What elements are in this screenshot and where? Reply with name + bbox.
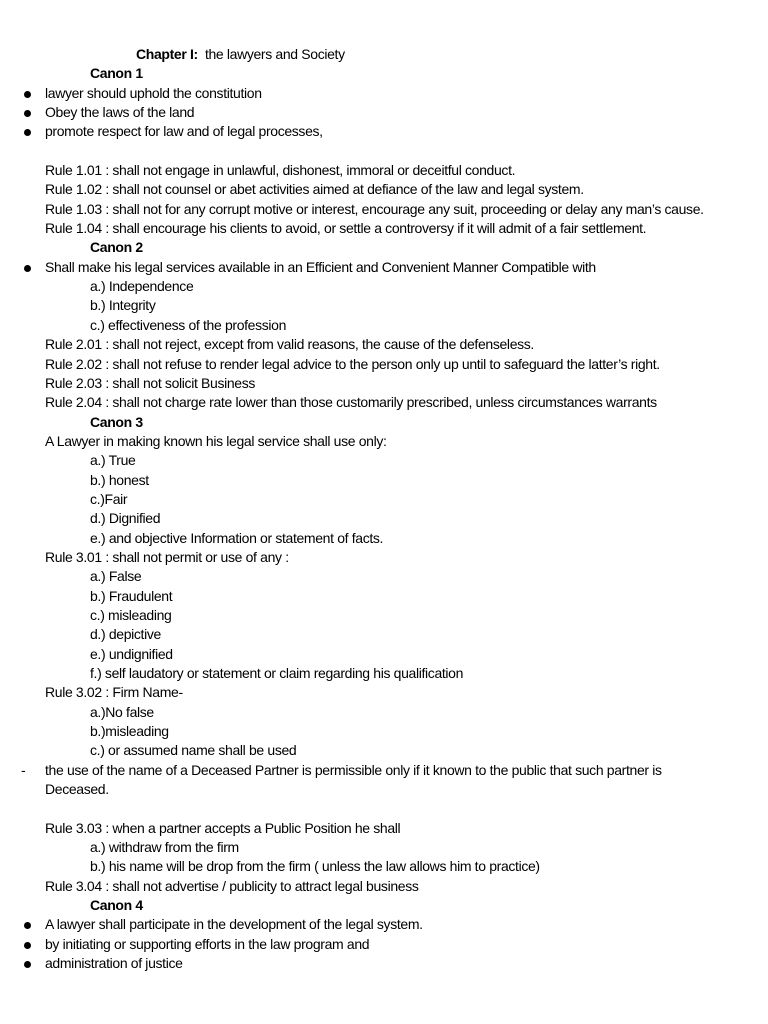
rule-line: [0, 161, 768, 180]
line-text: Canon 4: [90, 897, 143, 914]
sub-item: [0, 606, 768, 625]
line-text: Rule 2.04 : shall not charge rate lower than those customarily prescribed, unless circumstances warrants: [45, 394, 657, 411]
line-text: a.)No false: [90, 703, 154, 720]
line-text: A lawyer shall participate in the development of the legal system.: [45, 916, 423, 933]
sub-item: [0, 296, 768, 315]
bullet-icon: [24, 265, 31, 272]
bullet-icon: [24, 922, 31, 929]
bullet-icon: [24, 129, 31, 136]
sub-item: [0, 529, 768, 548]
bullet-item: [0, 84, 768, 103]
sub-item: [0, 664, 768, 683]
blank-line: [0, 799, 768, 818]
line-text: Rule 1.03 : shall not for any corrupt motive or interest, encourage any suit, proceeding or delay any man’s cause.: [45, 200, 704, 217]
line-text: Shall make his legal services available in an Efficient and Convenient Manner Compatible with: [45, 258, 596, 275]
line-text: Canon 3: [90, 413, 143, 430]
sub-item: [0, 645, 768, 664]
line-text: e.) undignified: [90, 645, 173, 662]
canon-heading: [0, 238, 768, 257]
chapter-title: [0, 45, 768, 64]
line-text: Rule 2.03 : shall not solicit Business: [45, 374, 256, 391]
bullet-item: [0, 954, 768, 973]
line-text: c.) effectiveness of the profession: [90, 316, 287, 333]
bullet-icon: [24, 961, 31, 968]
line-text: lawyer should uphold the constitution: [45, 84, 262, 101]
line-text: Rule 3.04 : shall not advertise / publicity to attract legal business: [45, 877, 419, 894]
line-text: b.) Integrity: [90, 297, 156, 314]
line-text: Rule 2.02 : shall not refuse to render legal advice to the person only up until to safeguard the latter’s right.: [45, 355, 660, 372]
line-text: b.) his name will be drop from the firm ( unless the law allows him to practice): [90, 858, 540, 875]
chapter-subject: the lawyers and Society: [204, 46, 345, 62]
line-text: Canon 2: [90, 239, 143, 256]
bullet-item: [0, 122, 768, 141]
line-text: Rule 3.01 : shall not permit or use of any :: [45, 548, 289, 565]
sub-item: [0, 451, 768, 470]
canon-heading: [0, 64, 768, 83]
sub-item: [0, 857, 768, 876]
line-text: a.) True: [90, 452, 136, 469]
dash-item: [0, 761, 768, 800]
chapter-label: Chapter I:: [136, 46, 198, 62]
rule-line: [0, 432, 768, 451]
bullet-item: [0, 935, 768, 954]
bullet-icon: [24, 942, 31, 949]
rule-line: [0, 683, 768, 702]
line-text: Rule 1.01 : shall not engage in unlawful, dishonest, immoral or deceitful conduct.: [45, 162, 516, 179]
line-text: e.) and objective Information or statement of facts.: [90, 529, 384, 546]
bullet-icon: [24, 91, 31, 98]
line-text: b.) honest: [90, 471, 149, 488]
rule-line: [0, 200, 768, 219]
rule-line: [0, 335, 768, 354]
line-text: a.) Independence: [90, 278, 194, 295]
sub-item: [0, 471, 768, 490]
line-text: c.) misleading: [90, 606, 172, 623]
line-text: Rule 1.04 : shall encourage his clients to avoid, or settle a controversy if it will admit of a fair settlement.: [45, 220, 647, 237]
line-text: the use of the name of a Deceased Partner is permissible only if it known to the public that such partner is Deceased.: [45, 761, 662, 798]
line-text: Rule 2.01 : shall not reject, except from valid reasons, the cause of the defenseless.: [45, 336, 534, 353]
document-body: [0, 64, 768, 973]
rule-line: [0, 219, 768, 238]
sub-item: [0, 625, 768, 644]
sub-item: [0, 490, 768, 509]
line-text: a.) withdraw from the firm: [90, 839, 239, 856]
bullet-icon: [24, 110, 31, 117]
blank-line: [0, 142, 768, 161]
line-text: promote respect for law and of legal processes,: [45, 123, 323, 140]
line-text: A Lawyer in making known his legal service shall use only:: [45, 432, 387, 449]
rule-line: [0, 180, 768, 199]
sub-item: [0, 703, 768, 722]
rule-line: [0, 819, 768, 838]
line-text: c.)Fair: [90, 490, 128, 507]
line-text: Obey the laws of the land: [45, 104, 195, 121]
bullet-item: [0, 103, 768, 122]
document-page: [0, 45, 768, 974]
line-text: d.) Dignified: [90, 510, 161, 527]
line-text: a.) False: [90, 568, 142, 585]
dash-marker: -: [21, 761, 26, 778]
line-text: f.) self laudatory or statement or claim regarding his qualification: [90, 665, 464, 681]
rule-line: [0, 548, 768, 567]
line-text: Rule 1.02 : shall not counsel or abet activities aimed at defiance of the law and legal system.: [45, 181, 584, 198]
line-text: Rule 3.02 : Firm Name-: [45, 684, 183, 701]
rule-line: [0, 877, 768, 896]
canon-heading: [0, 413, 768, 432]
line-text: administration of justice: [45, 955, 183, 972]
line-text: b.)misleading: [90, 723, 169, 740]
bullet-item: [0, 915, 768, 934]
sub-item: [0, 838, 768, 857]
sub-item: [0, 509, 768, 528]
line-text: b.) Fraudulent: [90, 587, 173, 604]
sub-item: [0, 741, 768, 760]
sub-item: [0, 277, 768, 296]
canon-heading: [0, 896, 768, 915]
line-text: d.) depictive: [90, 626, 161, 643]
line-text: c.) or assumed name shall be used: [90, 742, 297, 759]
line-text: Rule 3.03 : when a partner accepts a Public Position he shall: [45, 819, 401, 836]
line-text: Canon 1: [90, 65, 143, 82]
sub-item: [0, 316, 768, 335]
sub-item: [0, 587, 768, 606]
rule-line: [0, 355, 768, 374]
bullet-item: [0, 258, 768, 277]
line-text: by initiating or supporting efforts in the law program and: [45, 935, 370, 952]
rule-line: [0, 393, 768, 412]
sub-item: [0, 722, 768, 741]
rule-line: [0, 374, 768, 393]
sub-item: [0, 567, 768, 586]
